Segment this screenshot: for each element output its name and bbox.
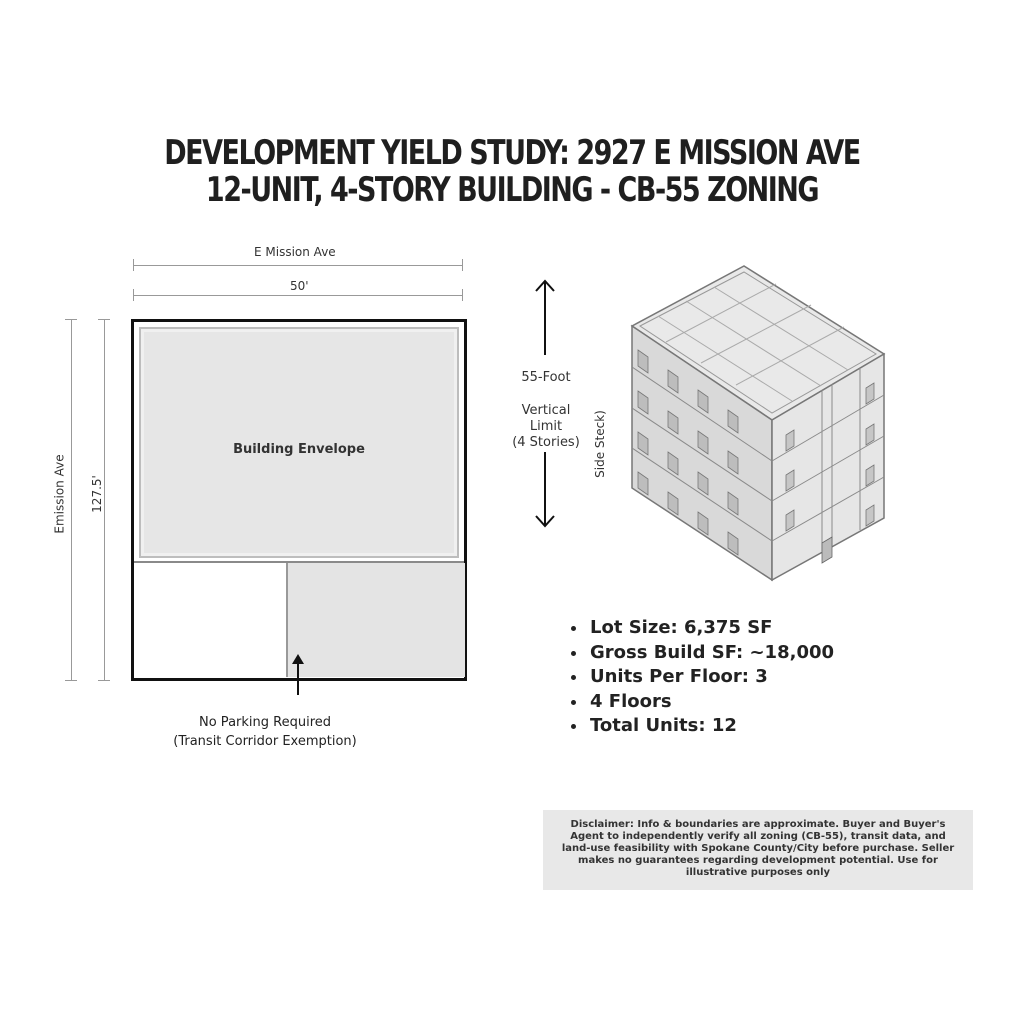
stat-lot-size: • Lot Size: 6,375 SF	[588, 616, 834, 641]
depth-dim-tick-top	[98, 319, 110, 320]
side-dim-tick-top	[65, 319, 77, 320]
side-street-label: Emission Ave	[52, 454, 67, 534]
frontage-dim-tick-right	[462, 289, 463, 301]
stat-floors: • 4 Floors	[588, 690, 834, 715]
building-side-label: Side Steck)	[592, 410, 607, 478]
depth-dimension-line	[104, 319, 105, 681]
stats-list	[566, 616, 834, 739]
parking-arrow-icon	[290, 654, 306, 696]
street-dim-tick-right	[462, 259, 463, 271]
stat-units-per-floor: • Units Per Floor: 3	[588, 665, 834, 690]
rear-yard-area	[286, 563, 465, 677]
street-dim-tick-left	[133, 259, 134, 271]
side-dim-tick-bottom	[65, 680, 77, 681]
frontage-dim-tick-left	[133, 289, 134, 301]
height-down-arrow-icon	[535, 452, 555, 530]
height-up-arrow-icon	[535, 279, 555, 355]
side-street-dimension-line	[71, 319, 72, 681]
height-limit-line-1: 55-Foot	[521, 370, 571, 385]
building-envelope-label: Building Envelope	[233, 442, 365, 457]
street-label: E Mission Ave	[254, 245, 336, 259]
disclaimer-box: Disclaimer: Info & boundaries are approximate. Buyer and Buyer's Agent to independently verify all zoning (CB-55), transit data, and land-use feasibility with Spokane County/City before purchase. Seller makes no guarantees regarding development potential. Use for illustrative purposes only	[543, 810, 973, 890]
depth-dim-tick-bottom	[98, 680, 110, 681]
height-limit-line-2: Vertical	[521, 403, 571, 418]
title-line-2: 12-UNIT, 4-STORY BUILDING - CB-55 ZONING	[205, 171, 819, 210]
frontage-label: 50'	[290, 279, 309, 293]
height-limit-line-3: Limit	[529, 419, 563, 434]
stat-total-units: • Total Units: 12	[588, 714, 834, 739]
isometric-building-illustration	[626, 260, 890, 590]
parking-note-line-2: (Transit Corridor Exemption)	[173, 734, 357, 749]
depth-label: 127.5'	[89, 475, 104, 513]
parking-note-line-1: No Parking Required	[199, 715, 331, 730]
street-dimension-line	[133, 265, 463, 266]
height-limit-line-4: (4 Stories)	[512, 435, 580, 450]
building-envelope	[139, 327, 459, 558]
stat-gross-build-sf: • Gross Build SF: ~18,000	[588, 641, 834, 666]
lot-outline	[131, 319, 467, 681]
title-line-1: DEVELOPMENT YIELD STUDY: 2927 E MISSION AVE	[164, 134, 860, 173]
frontage-dimension-line	[133, 295, 463, 296]
